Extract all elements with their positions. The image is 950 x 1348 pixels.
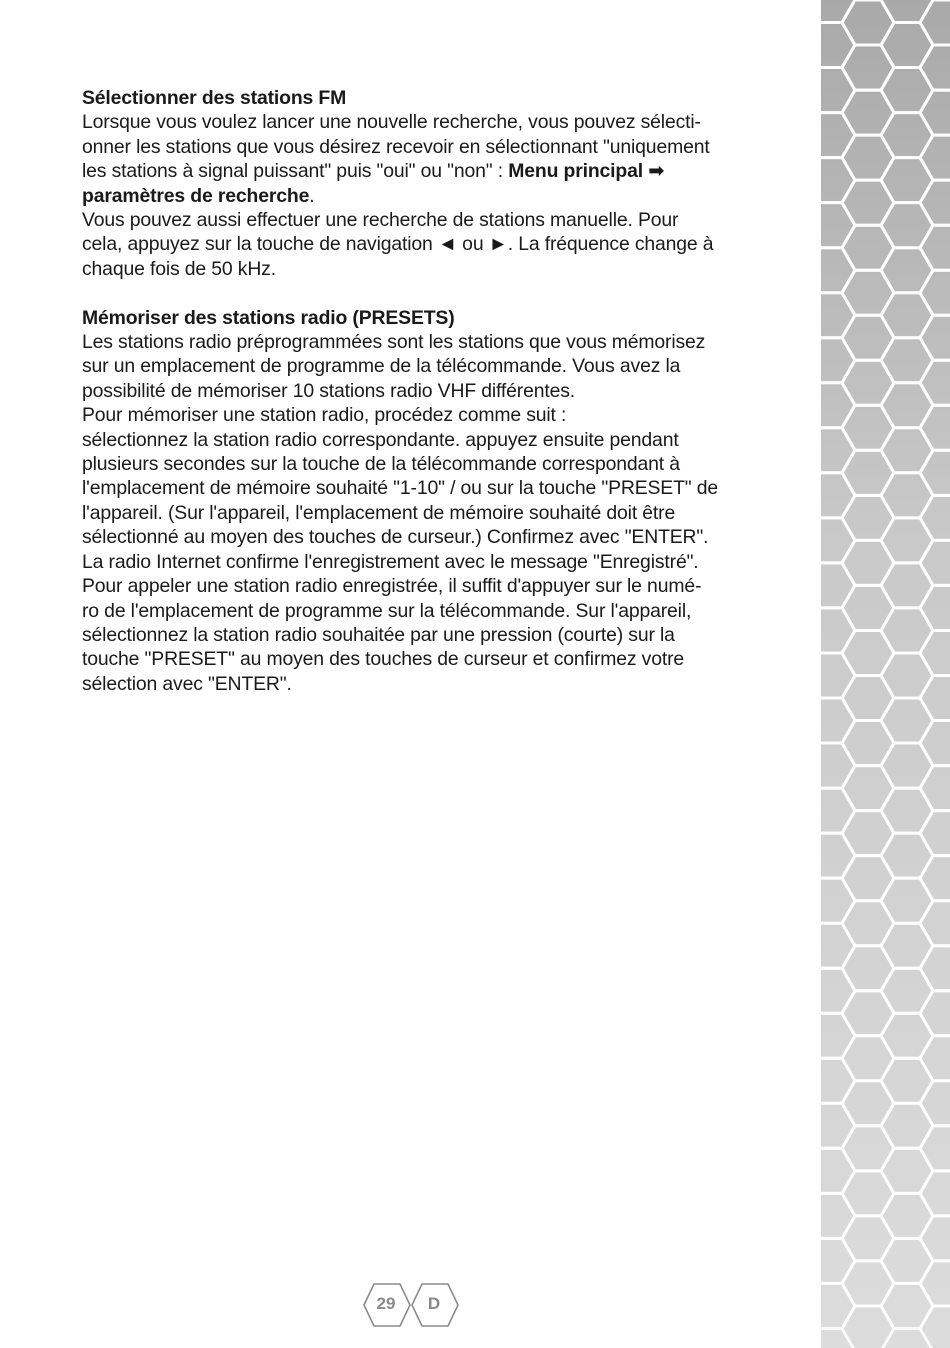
hexagon-cell: [821, 923, 855, 968]
menu-path-bold: Menu principal ➡: [508, 160, 665, 183]
hexagon-cell: [821, 563, 855, 608]
text-line: l'emplacement de mémoire souhaité "1-10" / ou sur la touche "PRESET" de: [82, 477, 719, 500]
language-code: D: [427, 1294, 441, 1313]
text-line: sur un emplacement de programme de la télécommande. Vous avez la: [82, 355, 681, 378]
hexagon-cell: [920, 0, 950, 45]
hexagon-cell: [920, 1171, 950, 1216]
text-line: cela, appuyez sur la touche de navigation ◄ ou ►. La fréquence change à: [82, 233, 714, 256]
text-line: .: [309, 184, 315, 207]
text-line: possibilité de mémoriser 10 stations radio VHF différentes.: [82, 379, 576, 402]
hexagon-cell: [920, 856, 950, 901]
hexagon-cell: [920, 360, 950, 405]
hexagon-pattern-graphic: [821, 0, 950, 1348]
section-fm-stations: [82, 86, 792, 281]
paragraph-presets: [82, 330, 792, 696]
menu-path-bold: paramètres de recherche: [82, 184, 310, 207]
paragraph-manual-search: [82, 208, 792, 281]
text-line: sélection avec "ENTER".: [82, 672, 292, 695]
hexagon-cell: [821, 878, 855, 923]
hexagon-cell: [920, 585, 950, 630]
hexagon-cell: [821, 1103, 855, 1148]
hexagon-cell: [920, 90, 950, 135]
paragraph-gap: [82, 281, 792, 305]
hexagon-cell: [821, 293, 855, 338]
hexagon-cell: [821, 428, 855, 473]
text-line: sélectionnez la station radio correspondante. appuyez ensuite pendant: [82, 428, 679, 451]
section-presets: [82, 306, 792, 697]
text-line: l'appareil. (Sur l'appareil, l'emplacement de mémoire souhaité doit être: [82, 501, 676, 524]
hexagon-cell: [920, 315, 950, 360]
page-content: [82, 86, 792, 696]
hexagon-cell: [821, 383, 855, 428]
hexagon-cell: [920, 1036, 950, 1081]
hexagon-cell: [821, 968, 855, 1013]
hexagon-cell: [920, 450, 950, 495]
hexagon-cell: [821, 518, 855, 563]
hexagon-cell: [920, 811, 950, 856]
text-line: chaque fois de 50 kHz.: [82, 257, 276, 280]
hexagon-cell: [821, 653, 855, 698]
hexagon-cell: [821, 203, 855, 248]
hexagon-cell: [920, 405, 950, 450]
text-line: Les stations radio préprogrammées sont les stations que vous mémorisez: [82, 331, 706, 354]
page-footer: [362, 1282, 462, 1328]
hexagon-cell: [920, 180, 950, 225]
hexagon-cell: [821, 833, 855, 878]
section-heading-presets: Mémoriser des stations radio (PRESETS): [82, 306, 455, 329]
page-number: 29: [376, 1294, 396, 1313]
hexagon-cell: [920, 135, 950, 180]
text-line: Pour mémoriser une station radio, procédez comme suit :: [82, 404, 567, 427]
hexagon-cell: [920, 631, 950, 676]
hexagon-cell: [821, 473, 855, 518]
hexagon-cell: [821, 743, 855, 788]
hexagon-cell: [821, 68, 855, 113]
hexagon-cell: [920, 991, 950, 1036]
hexagon-cell: [821, 1283, 855, 1328]
hexagon-cell: [920, 225, 950, 270]
hexagon-cell: [920, 901, 950, 946]
hexagon-cell: [821, 113, 855, 158]
hexagon-cell: [920, 45, 950, 90]
hexagon-cell: [821, 698, 855, 743]
hexagon-pattern-sidebar: [821, 0, 950, 1348]
hexagon-cell: [920, 766, 950, 811]
hexagon-cell: [821, 1193, 855, 1238]
hexagon-cell: [920, 495, 950, 540]
hexagon-cell: [920, 676, 950, 721]
hexagon-cell: [821, 338, 855, 383]
hexagon-cell: [920, 1081, 950, 1126]
text-line: Pour appeler une station radio enregistrée, il suffit d'appuyer sur le numé-: [82, 575, 702, 598]
hexagon-cell: [920, 540, 950, 585]
text-line: La radio Internet confirme l'enregistrement avec le message "Enregistré".: [82, 550, 699, 573]
hexagon-cell: [821, 1058, 855, 1103]
hexagon-cell: [821, 1013, 855, 1058]
hexagon-cell: [821, 23, 855, 68]
hexagon-cell: [821, 1148, 855, 1193]
hexagon-cell: [821, 608, 855, 653]
text-line: sélectionnez la station radio souhaitée par une pression (courte) sur la: [82, 623, 675, 646]
hexagon-cell: [920, 1216, 950, 1261]
hexagon-cell: [821, 1238, 855, 1283]
hexagon-cell: [821, 248, 855, 293]
hexagon-cell: [821, 788, 855, 833]
section-heading-fm: Sélectionner des stations FM: [82, 87, 347, 109]
text-line: onner les stations que vous désirez recevoir en sélectionnant "uniquement: [82, 135, 710, 158]
paragraph-fm-search: [82, 110, 792, 208]
text-line: ro de l'emplacement de programme sur la télécommande. Sur l'appareil,: [82, 599, 692, 622]
text-line: touche "PRESET" au moyen des touches de curseur et confirmez votre: [82, 648, 685, 671]
hexagon-cell: [920, 721, 950, 766]
hexagon-cell: [821, 158, 855, 203]
hexagon-cell: [920, 946, 950, 991]
text-line: Vous pouvez aussi effectuer une recherche de stations manuelle. Pour: [82, 209, 679, 232]
text-line: Lorsque vous voulez lancer une nouvelle recherche, vous pouvez sélecti-: [82, 111, 701, 134]
hexagon-cell: [920, 1261, 950, 1306]
text-line: les stations à signal puissant" puis "oui" ou "non" :: [82, 160, 509, 183]
hexagon-cell: [920, 1126, 950, 1171]
hexagon-cell: [920, 1306, 950, 1348]
text-line: sélectionné au moyen des touches de curseur.) Confirmez avec "ENTER".: [82, 526, 709, 549]
text-line: plusieurs secondes sur la touche de la télécommande correspondant à: [82, 453, 680, 476]
hexagon-cell: [920, 270, 950, 315]
